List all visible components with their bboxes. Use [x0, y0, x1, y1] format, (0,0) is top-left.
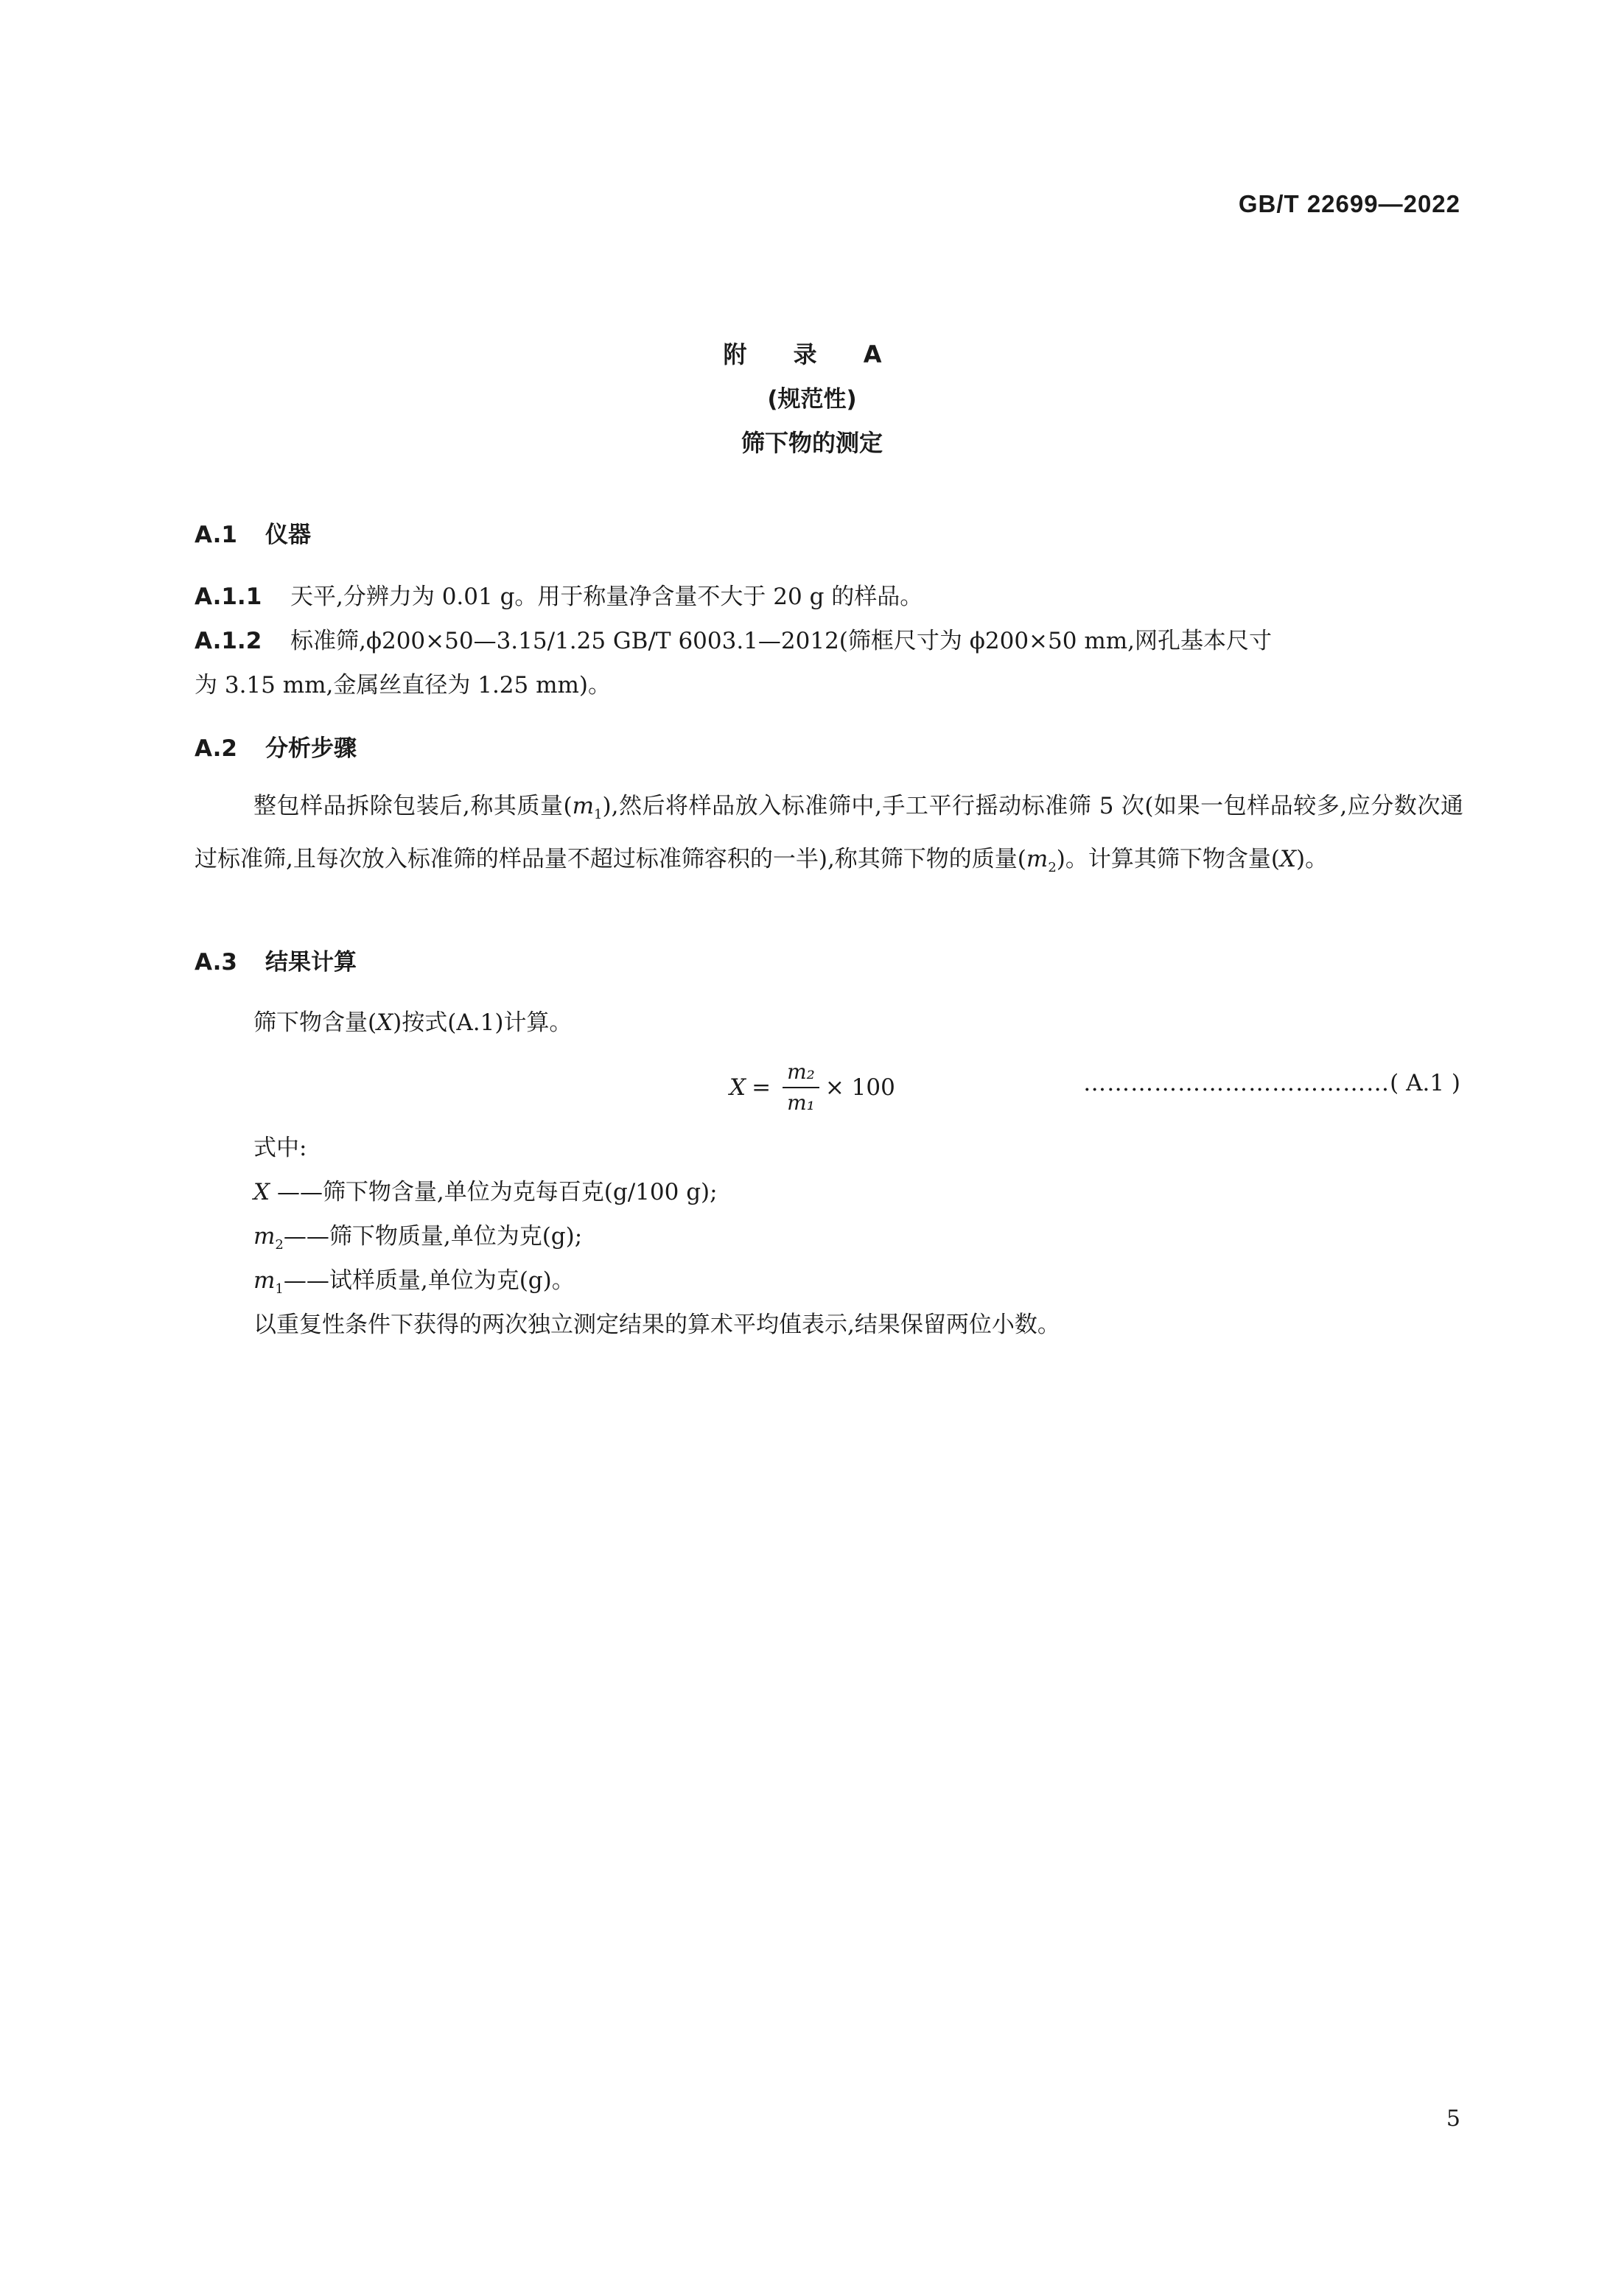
annex-title: 附 录 A [723, 340, 901, 368]
section-number: A.1 [195, 522, 237, 548]
definition-x: X ——筛下物含量,单位为克每百克(g/100 g); [253, 1179, 718, 1205]
analysis-procedure-paragraph: 整包样品拆除包装后,称其质量$(m_1)$,然后将样品放入标准筛中,手工平行摇动标准筛 5 次(如果一包样品较多,应分数次通过标准筛,且每次放入标准筛的样品量不超过标准筛容积的一半),称其筛下物的质量$(m_2)$。计算其筛下物含量(X)。 [195, 793, 1463, 876]
annex-name: 筛下物的测定 [741, 429, 883, 457]
leader-dots: ………………………………… [1083, 1070, 1390, 1096]
clause-number: A.1.2 [195, 628, 262, 654]
formula-lhs: X [729, 1074, 746, 1101]
annex-type: (规范性) [767, 386, 857, 413]
formula-label [1083, 1070, 1460, 1096]
result-conclusion: 以重复性条件下获得的两次独立测定结果的算术平均值表示,结果保留两位小数。 [253, 1312, 1060, 1338]
section-number: A.2 [195, 735, 237, 762]
clause-text: 标准筛,ϕ200×50—3.15/1.25 GB/T 6003.1—2012(筛框尺寸为 ϕ200×50 mm,网孔基本尺寸 [290, 628, 1272, 654]
page-number: 5 [1446, 2106, 1460, 2132]
formula-intro: 筛下物含量(X)按式(A.1)计算。 [253, 1009, 573, 1036]
section-title: 仪器 [265, 522, 311, 548]
section-number: A.3 [195, 949, 237, 976]
equation-number: ( A.1 ) [1390, 1070, 1460, 1096]
section-title: 分析步骤 [265, 735, 357, 762]
clause-a1-1 [195, 578, 1462, 611]
formula-equals: = [752, 1074, 771, 1101]
section-a2-heading [195, 729, 357, 763]
section-a3-heading [195, 943, 357, 976]
clause-a1-2 [195, 622, 1462, 655]
formula-fraction [783, 1057, 819, 1118]
formula-numerator: m₂ [787, 1060, 815, 1084]
where-label: 式中: [253, 1135, 307, 1161]
section-title: 结果计算 [265, 949, 357, 976]
clause-number: A.1.1 [195, 584, 262, 610]
section-a1-heading [195, 516, 311, 549]
formula-denominator: m₁ [787, 1091, 815, 1115]
standard-code: GB/T 22699—2022 [1238, 190, 1460, 217]
clause-a1-2-continued: 为 3.15 mm,金属丝直径为 1.25 mm)。 [195, 672, 611, 699]
formula-multiplier: × 100 [825, 1074, 895, 1101]
clause-text: 天平,分辨力为 0.01 g。用于称量净含量不大于 20 g 的样品。 [290, 584, 923, 610]
definition-m2: $m_2——$筛下物质量,单位为克(g); [253, 1223, 583, 1253]
definition-m1: $m_1——$试样质量,单位为克(g)。 [253, 1267, 575, 1298]
formula-a1 [729, 1052, 895, 1123]
